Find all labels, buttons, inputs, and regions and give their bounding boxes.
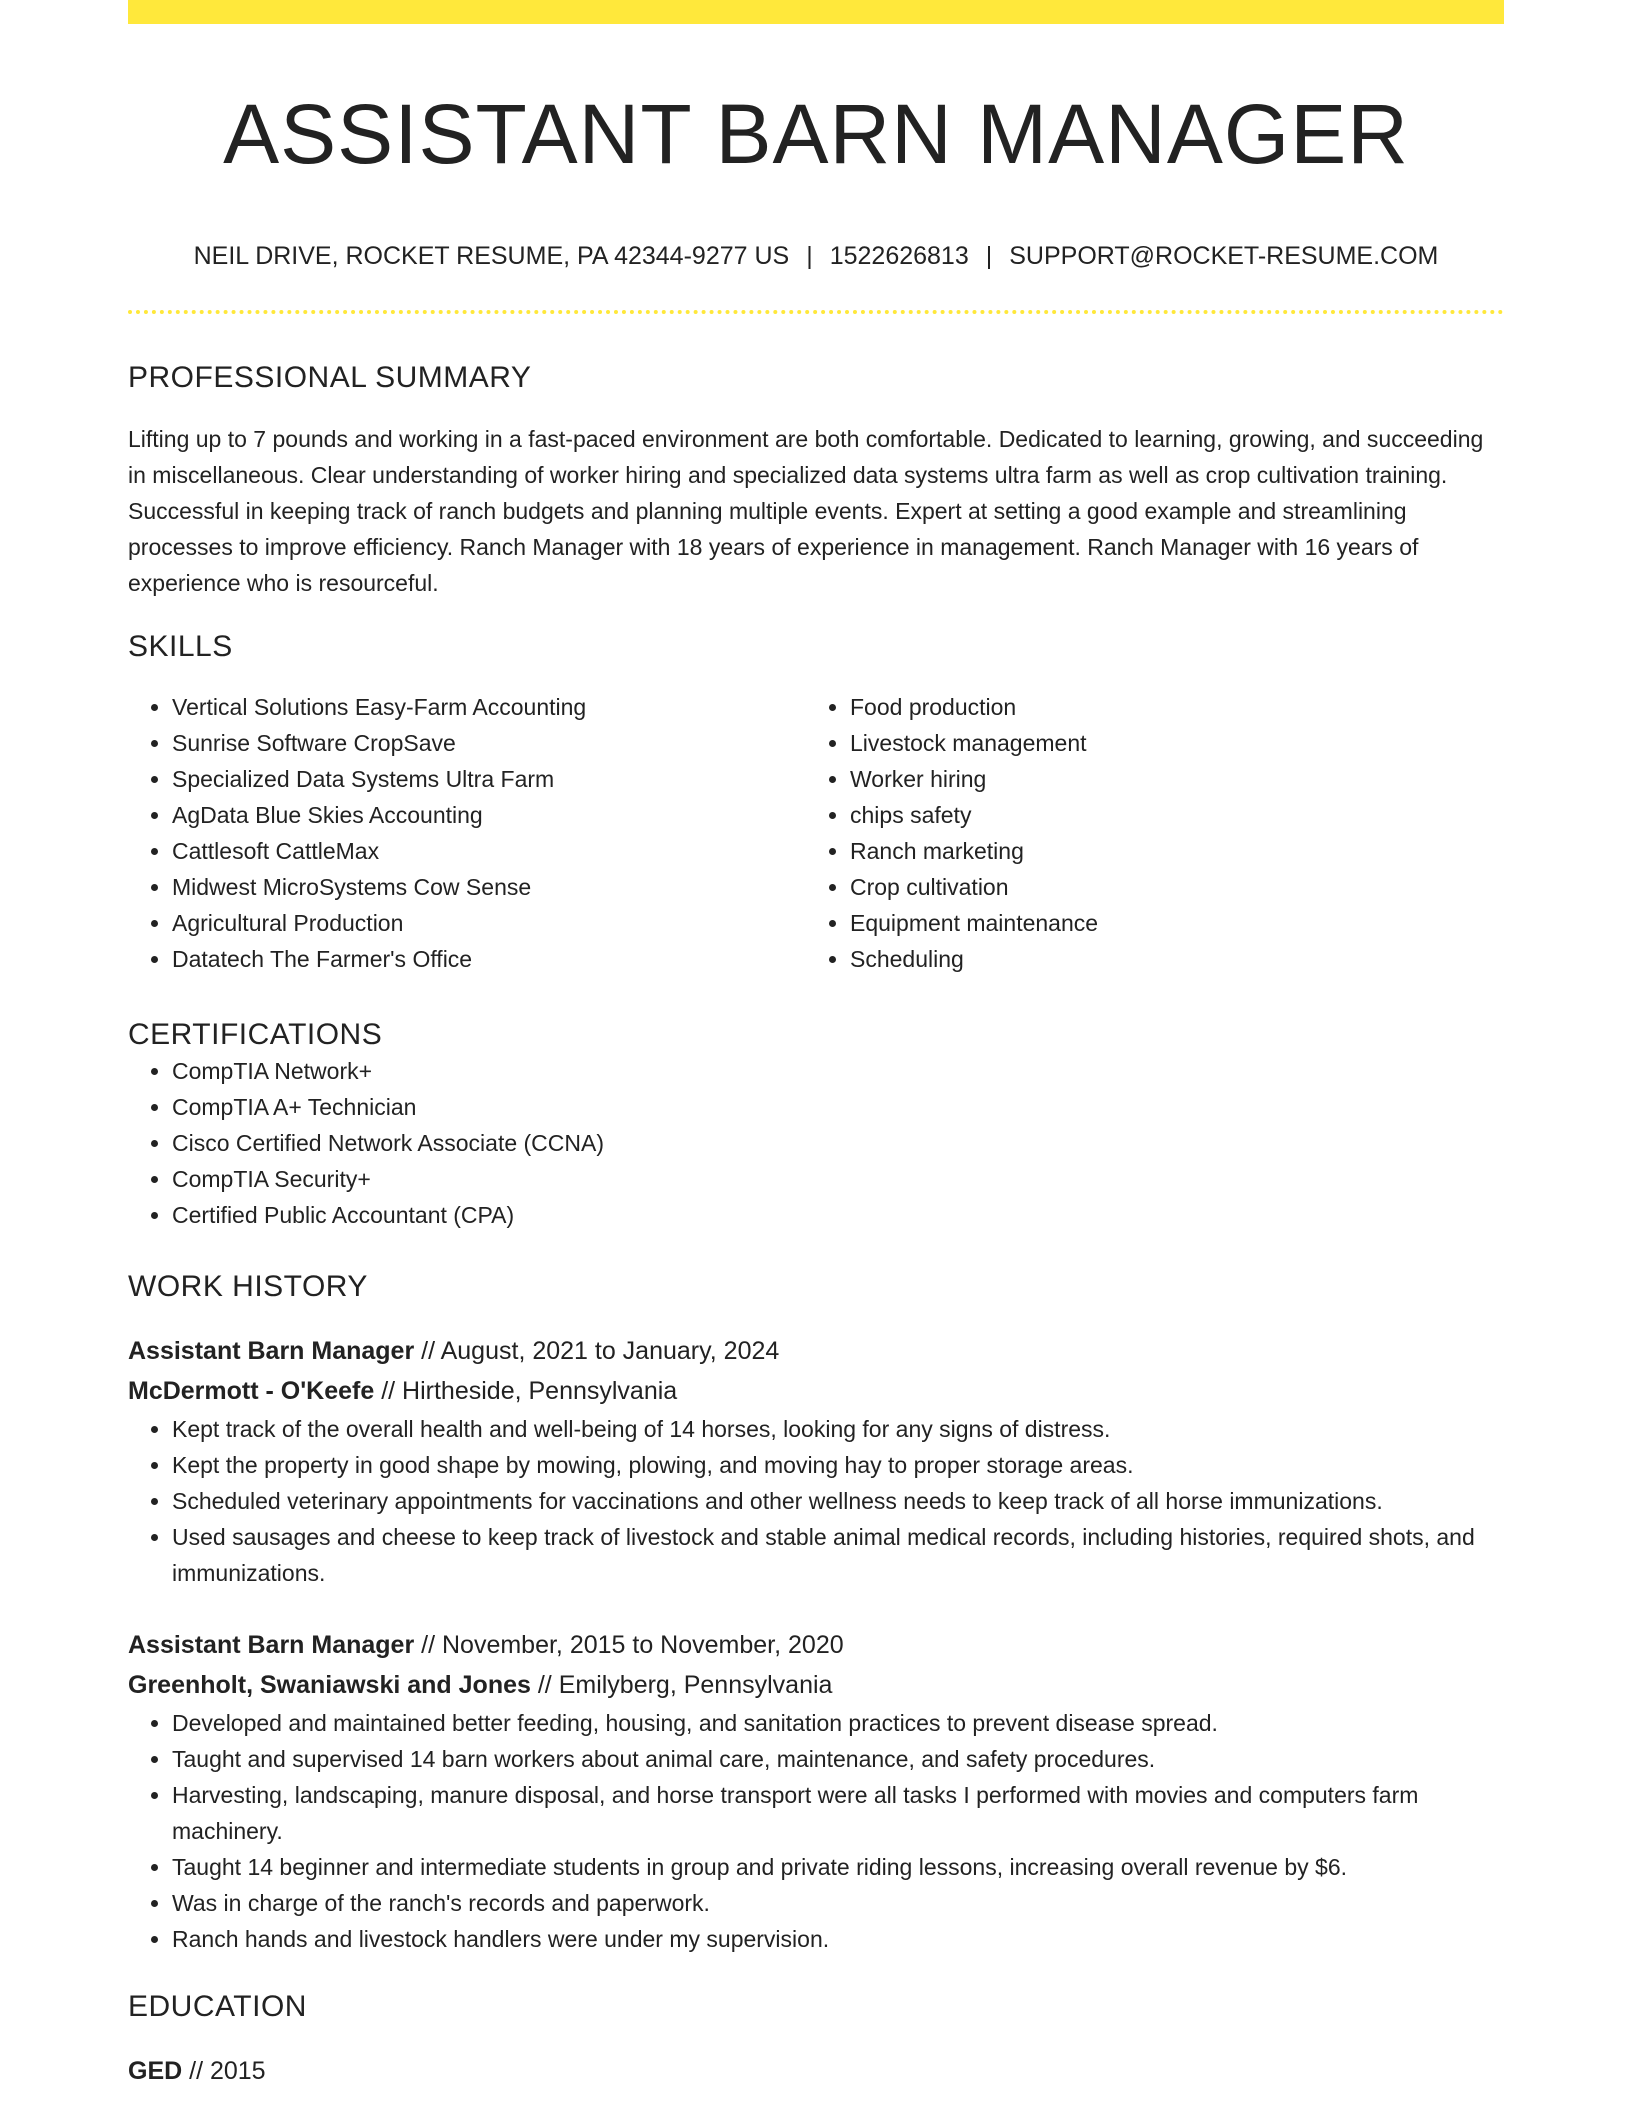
job-company-line [128, 1665, 1504, 1705]
job-bullets [128, 1411, 1504, 1591]
skill-item: • Crop cultivation [850, 869, 1484, 905]
job-entry [128, 1625, 1504, 1957]
job-entry [128, 1331, 1504, 1591]
education-entry [128, 2051, 1504, 2091]
skill-item: • Food production [850, 689, 1484, 725]
dotted-divider [128, 310, 1504, 314]
job-bullet: • Kept track of the overall health and well-being of 14 horses, looking for any signs of distress. [172, 1411, 1504, 1447]
contact-phone: 1522626813 [829, 241, 969, 270]
summary-heading: PROFESSIONAL SUMMARY [128, 360, 532, 394]
skill-item: • Vertical Solutions Easy-Farm Accounting [172, 689, 806, 725]
skill-item: • Equipment maintenance [850, 905, 1484, 941]
job-bullet: • Taught and supervised 14 barn workers about animal care, maintenance, and safety procedures. [172, 1741, 1504, 1777]
contact-separator: | [985, 241, 993, 270]
job-dates: // November, 2015 to November, 2020 [414, 1630, 844, 1659]
skill-item: • Livestock management [850, 725, 1484, 761]
skill-item: • Scheduling [850, 941, 1484, 977]
job-location: // Hirtheside, Pennsylvania [374, 1376, 678, 1405]
skill-item: • chips safety [850, 797, 1484, 833]
skills-column-left [128, 689, 806, 977]
certifications-list [128, 1053, 1504, 1233]
skill-item: • AgData Blue Skies Accounting [172, 797, 806, 833]
skills-heading: SKILLS [128, 629, 233, 663]
skill-item: • Datatech The Farmer's Office [172, 941, 806, 977]
job-company: Greenholt, Swaniawski and Jones [128, 1670, 531, 1699]
job-bullet: • Developed and maintained better feeding, housing, and sanitation practices to prevent disease spread. [172, 1705, 1504, 1741]
skill-item: • Ranch marketing [850, 833, 1484, 869]
skills-columns [128, 689, 1504, 977]
job-company: McDermott - O'Keefe [128, 1376, 375, 1405]
job-bullet: • Used sausages and cheese to keep track of livestock and stable animal medical records, including histories, required shots, and immunizations. [172, 1519, 1504, 1591]
job-bullet: • Ranch hands and livestock handlers were under my supervision. [172, 1921, 1504, 1957]
skill-item: • Worker hiring [850, 761, 1484, 797]
job-title-line [128, 1331, 1504, 1371]
job-dates: // August, 2021 to January, 2024 [414, 1336, 780, 1365]
skills-list-right [806, 689, 1484, 977]
job-bullet: • Harvesting, landscaping, manure disposal, and horse transport were all tasks I performed with movies and computers farm machinery. [172, 1777, 1504, 1849]
certification-item: • CompTIA Security+ [172, 1161, 1504, 1197]
job-title: Assistant Barn Manager [128, 1336, 415, 1365]
contact-address: NEIL DRIVE, ROCKET RESUME, PA 42344-9277 US [193, 241, 790, 270]
certification-item: • CompTIA A+ Technician [172, 1089, 1504, 1125]
resume-page [128, 0, 1504, 2091]
skill-item: • Sunrise Software CropSave [172, 725, 806, 761]
education-heading: EDUCATION [128, 1989, 307, 2023]
job-location: // Emilyberg, Pennsylvania [530, 1670, 833, 1699]
contact-email: SUPPORT@ROCKET-RESUME.COM [1009, 241, 1439, 270]
work-history-heading: WORK HISTORY [128, 1269, 368, 1303]
job-bullet: • Kept the property in good shape by mowing, plowing, and moving hay to proper storage areas. [172, 1447, 1504, 1483]
resume-title: ASSISTANT BARN MANAGER [223, 87, 1409, 181]
skill-item: • Midwest MicroSystems Cow Sense [172, 869, 806, 905]
accent-top-bar [128, 0, 1504, 24]
job-title: Assistant Barn Manager [128, 1630, 415, 1659]
skill-item: • Specialized Data Systems Ultra Farm [172, 761, 806, 797]
contact-line [128, 241, 1504, 271]
skill-item: • Cattlesoft CattleMax [172, 833, 806, 869]
certification-item: • Certified Public Accountant (CPA) [172, 1197, 1504, 1233]
skill-item: • Agricultural Production [172, 905, 806, 941]
job-title-line [128, 1625, 1504, 1665]
job-bullet: • Was in charge of the ranch's records and paperwork. [172, 1885, 1504, 1921]
certifications-heading: CERTIFICATIONS [128, 1017, 383, 1051]
education-degree: GED [128, 2056, 183, 2085]
job-company-line [128, 1371, 1504, 1411]
contact-separator: | [806, 241, 813, 270]
skills-column-right [806, 689, 1484, 977]
summary-text: Lifting up to 7 pounds and working in a fast-paced environment are both comfortable. Dedicated to learning, growing, and succeeding in miscellaneous. Clear understanding of worker hiring and specialized data systems ultra farm as well as crop cultivation training. Successful in keeping track of ranch budgets and planning multiple events. Expert at setting a good example and streamlining processes to improve efficiency. Ranch Manager with 18 years of experience in management. Ranch Manager with 16 years of experience who is resourceful. [128, 425, 1484, 596]
job-bullet: • Taught 14 beginner and intermediate students in group and private riding lessons, increasing overall revenue by $6. [172, 1849, 1504, 1885]
job-bullets [128, 1705, 1504, 1957]
skills-list-left [128, 689, 806, 977]
certification-item: • CompTIA Network+ [172, 1053, 1504, 1089]
job-bullet: • Scheduled veterinary appointments for vaccinations and other wellness needs to keep track of all horse immunizations. [172, 1483, 1504, 1519]
certification-item: • Cisco Certified Network Associate (CCNA) [172, 1125, 1504, 1161]
education-year: // 2015 [182, 2056, 266, 2085]
